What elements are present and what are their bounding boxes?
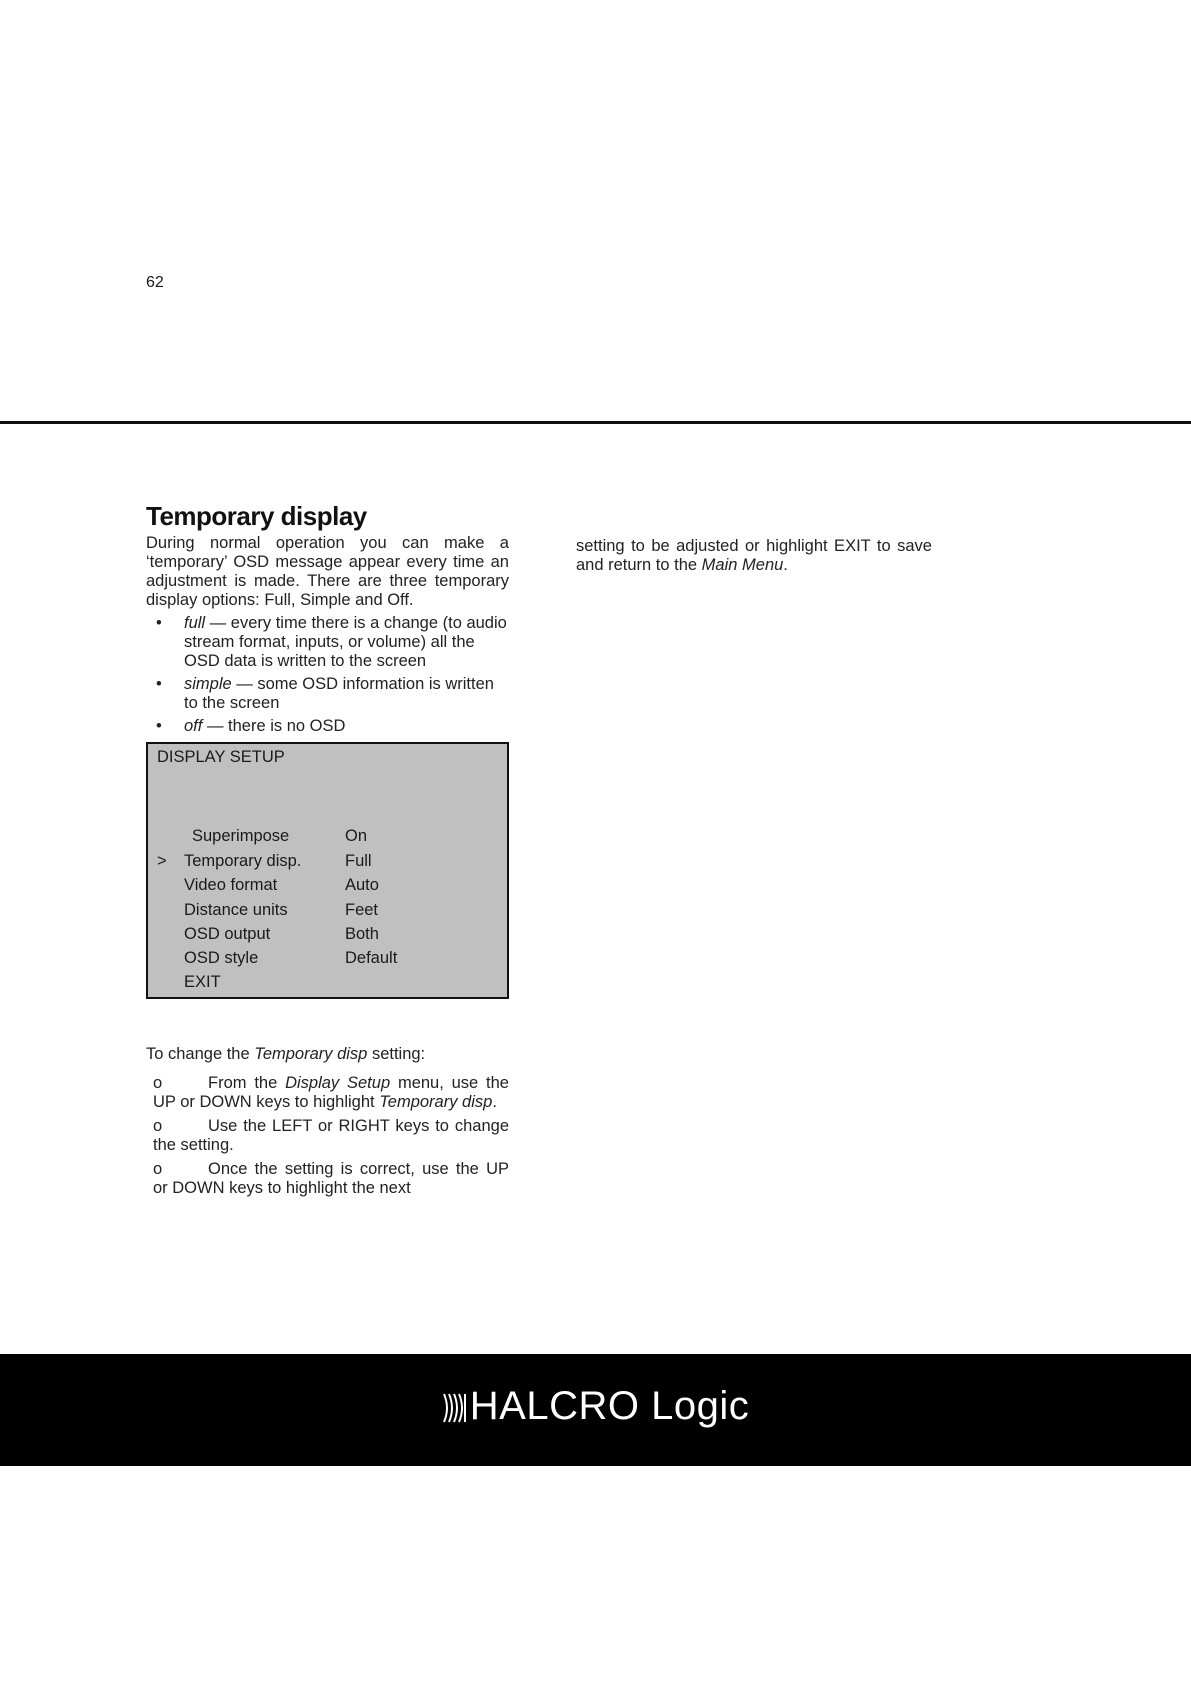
option-term: full	[184, 614, 206, 632]
step-text: .	[492, 1093, 497, 1111]
bullet-icon: •	[156, 614, 162, 632]
intro-paragraph: During normal operation you can make a ‘temporary’ OSD message appear every time an adjustment is made. There are three temporary display options: Full, Simple and Off.	[146, 534, 509, 609]
osd-row-label: OSD style	[184, 949, 259, 967]
osd-row-value: Feet	[345, 901, 379, 919]
right-column	[576, 537, 932, 575]
step-marker: o	[153, 1117, 163, 1135]
osd-row-value: Auto	[345, 876, 379, 894]
intro-text: To change the	[146, 1045, 255, 1063]
osd-row-value: Default	[345, 949, 398, 967]
continued-text-end: .	[783, 556, 788, 574]
osd-display-setup-panel	[146, 742, 509, 999]
osd-row-label: Superimpose	[192, 827, 290, 845]
osd-row-label: Distance units	[184, 901, 288, 919]
list-item	[146, 675, 509, 713]
instruction-steps	[146, 1074, 509, 1198]
step-emphasis: Display Setup	[285, 1074, 391, 1092]
continued-paragraph	[576, 537, 932, 575]
osd-row-exit	[148, 970, 507, 994]
step-text: menu, use the UP or DOWN keys to highlight	[153, 1074, 509, 1111]
option-desc: — there is no OSD	[202, 717, 346, 735]
osd-row-video-format	[148, 873, 507, 897]
list-item	[146, 614, 509, 671]
osd-row-label: Video format	[184, 876, 278, 894]
left-column	[146, 500, 509, 1203]
osd-title: DISPLAY SETUP	[157, 748, 285, 766]
step-text: From the	[208, 1074, 286, 1092]
osd-row-label: Temporary disp.	[184, 852, 302, 870]
instructions-intro	[146, 1045, 509, 1064]
step-marker: o	[153, 1160, 163, 1178]
brand-name: HALCRO Logic	[469, 1384, 750, 1428]
continued-text: setting to be adjusted or highlight EXIT to save and return to the	[576, 537, 932, 574]
step-emphasis: Temporary disp	[379, 1093, 493, 1111]
list-item	[146, 717, 509, 736]
intro-emphasis: Temporary disp	[254, 1045, 368, 1063]
intro-text-end: setting:	[367, 1045, 426, 1063]
osd-cursor-icon: >	[157, 852, 167, 870]
option-desc: — some OSD information is written to the screen	[184, 675, 494, 712]
bullet-icon: •	[156, 675, 162, 693]
osd-row-label: EXIT	[184, 973, 221, 991]
osd-row-temporary-disp	[148, 849, 507, 873]
osd-row-distance-units	[148, 898, 507, 922]
list-item	[153, 1160, 509, 1198]
option-term: simple	[184, 675, 232, 693]
section-title: Temporary display	[146, 501, 367, 531]
step-text: Once the setting is correct, use the UP or DOWN keys to highlight the next	[153, 1160, 509, 1197]
osd-row-value: Both	[345, 925, 379, 943]
page-number: 62	[146, 274, 164, 291]
top-rule	[0, 421, 1191, 424]
bullet-icon: •	[156, 717, 162, 735]
osd-row-superimpose	[148, 824, 507, 848]
display-options-list	[146, 614, 509, 736]
osd-row-osd-style	[148, 946, 507, 970]
option-term: off	[184, 717, 203, 735]
footer-band	[0, 1354, 1191, 1466]
halcro-arcs-logo-icon	[442, 1390, 468, 1426]
brand-logo	[0, 1384, 1191, 1429]
osd-row-value: On	[345, 827, 368, 845]
osd-row-label: OSD output	[184, 925, 271, 943]
list-item	[153, 1117, 509, 1155]
option-desc: — every time there is a change (to audio stream format, inputs, or volume) all the OSD data is written to the screen	[184, 614, 507, 670]
step-marker: o	[153, 1074, 163, 1092]
continued-emphasis: Main Menu	[701, 556, 784, 574]
osd-row-value: Full	[345, 852, 372, 870]
list-item	[153, 1074, 509, 1112]
osd-row-osd-output	[148, 922, 507, 946]
step-text: Use the LEFT or RIGHT keys to change the setting.	[153, 1117, 509, 1154]
